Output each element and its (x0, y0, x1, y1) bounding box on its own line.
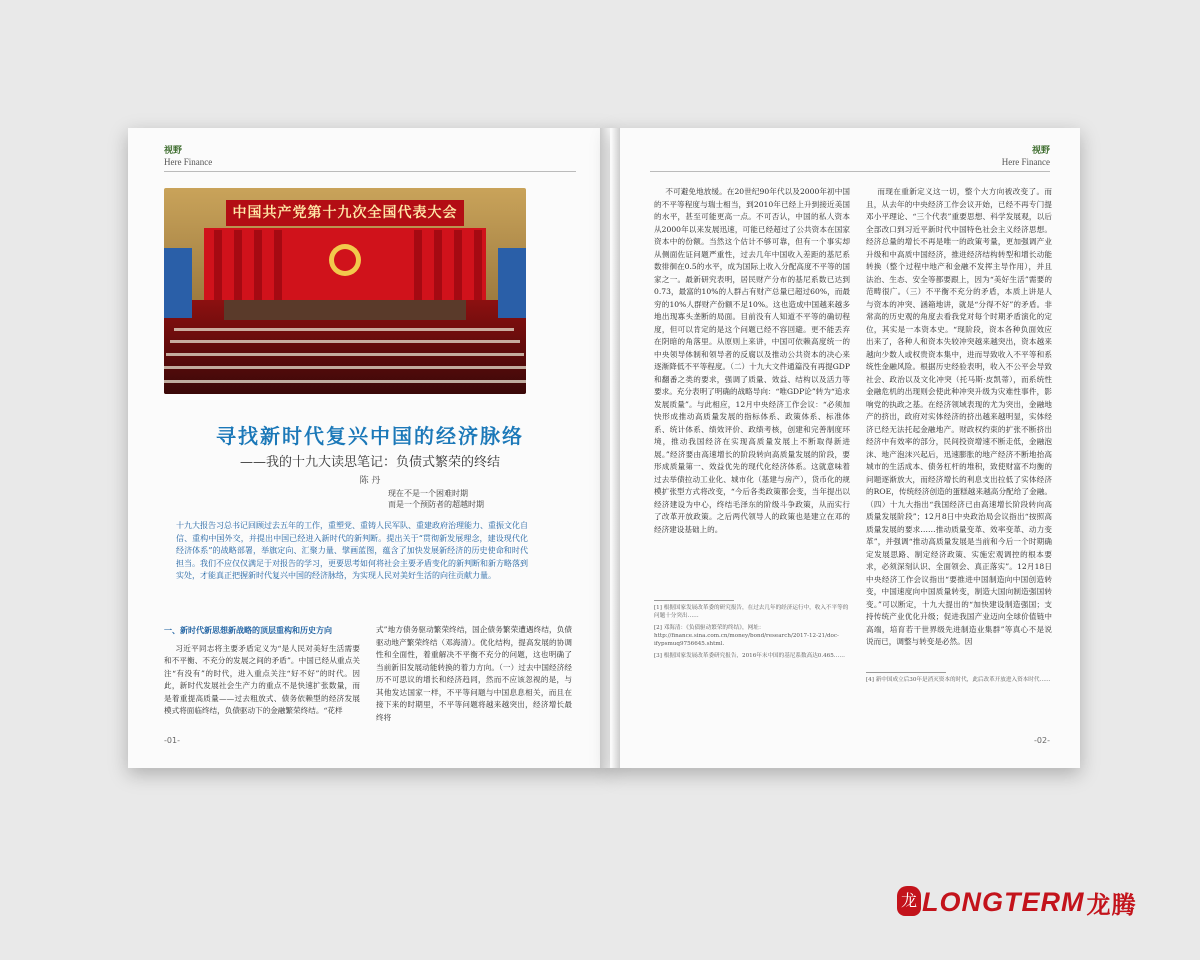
longterm-seal-logo: 龙 (897, 886, 921, 916)
longterm-logo (922, 886, 1137, 919)
right-running-head (1002, 146, 1050, 168)
article-title: 寻找新时代复兴中国的经济脉络 (216, 424, 524, 448)
left-page (128, 128, 612, 768)
congress-photo (164, 188, 526, 394)
footnote-3: [3] 根据国家发展改革委研究报告，2016年末中国的基尼系数高达0.465…… (654, 653, 845, 659)
logo-text: LONGTERM (922, 886, 1085, 917)
left-running-head (164, 146, 212, 168)
epigraph-line-1: 现在不是一个困难时期 (388, 489, 468, 498)
right-page-number: -02- (1034, 736, 1050, 745)
photo-banner: 中国共产党第十九次全国代表大会 (226, 200, 464, 226)
epigraph (388, 488, 484, 510)
left-col1-body: 习近平同志将主要矛盾定义为“是人民对美好生活需要和不平衡、不充分的发展之间的矛盾”。中国已经从重点关注“有没有”的时代，进入重点关注“好不好”的时代。因此，新时代发展社会生产力的重点不是快速扩张数量，而是着重提高质量——过去粗放式、债务依赖型的经济发展模式将面临终结，负债驱动下的金融繁荣终结。“花样 (164, 643, 360, 715)
article-author: 陈 丹 (359, 476, 381, 486)
footnote-2: [2] 邓海清：《负债驱动繁荣的终结》，网址：http://finance.sina.com.cn/money/bond/research/2017-12-21/doc-ifypsmuq9756645.shtml. (654, 625, 839, 647)
epigraph-line-2: 而是一个预防者的超越时期 (388, 500, 484, 509)
right-column-1: 不可避免地放缓。在20世纪90年代以及2000年初中国的不平等程度与瑞士相当，到2010年已经上升到接近美国的水平，甚至可能更高一点。不可否认，中国的私人资本从2000年以来发展迅速，可能已经超过了公共资本在国家资本中的份额。当然这个估计不够可靠，但有一个事实却从侧面佐证问题严重性，过去几年中国收入差距的基尼系数徘徊在0.5的水平，成为国际上收入分配高度不平等的国家之一。最新研究表明，居民财产分布的基尼系数已达到0.73，最富的10%的人群占有财产总量已超过60%，而最穷的10%人群财产份额不足10%。这也造成中国越来越多地出现寡头垄断的局面。目前没有人知道不平等的确切程度，但可以肯定的是这个问题已经不容回避。更不能丢弃在阴暗的角落里。从原则上来讲，中国可依赖高度统一的中央领导体制和领导者的反腐以及推动公共资本的决心来逐渐降低不平等程度。（二）十九大文件通篇没有再提GDP和翻番之类的要求，强调了质量、效益、结构以及活力等要求。充分表明了明确的战略导向：“唯GDP论”转为“追求发展质量”。与此相应，12月中央经济工作会议：“必须加快形成推动高质量发展的指标体系、政策体系、标准体系、统计体系、绩效评价、政绩考核，创建和完善制度环境，推动我国经济在实现高质量发展上不断取得新进展。”经济要由高速增长的阶段转向高质量发展的阶段，要形成质量第一、效益优先的现代化经济体系。这就意味着过去举债拉动工业化、城市化（基建与房产），货币化的规模扩张型方式将改变，“今后各类政策都会变，当年提出以经济建设为中心，终结毛泽东的阶级斗争政策，从而实行了改革开放政策。之后两代领导人的政策也是建立在邓的经济建设基础上的。 (654, 187, 850, 534)
footnote-rule-1 (654, 600, 734, 601)
right-header-rule (650, 171, 1050, 172)
left-page-number: -01- (164, 736, 180, 745)
logo-text-cn: 龙腾 (1086, 890, 1137, 919)
footnote-4: [4] 新中国成立后30年是消灭资本的时代，此后改革开放进入资本时代…… (866, 677, 1051, 683)
right-runhead-en: Here Finance (1001, 157, 1050, 167)
right-column-2: 而现在重新定义这一切，整个大方向被改变了。而且，从去年的中央经济工作会议开始，已经不再专门提邓小平理论、“三个代表”重要思想、科学发展观，以后全部改口到习近平新时代中国特色社会主义经济思想。经济总量的增长不再是唯一的政策考量，更加强调产业升级和中高质中国经济，推进经济结构转型和增长动能转换（整个过程中地产和金融不发挥主导作用），并且法治、生态、安全等都要跟上，因为“美好生活”需要的范畴很广。（三）不平衡不充分的矛盾，本质上讲是人与资本的冲突、涵箱地讲，就是“分得不好”的矛盾。非常高的历史观的角度去看我党对每个时期矛盾演化的定位，其实是一本资本史。“现阶段，资本各种负面效应出来了，各种人和资本失较冲突越来越突出，资本越来越向少数人或权贵资本集中，进而导致收入不平等和系统性金融风险。根据历史经验表明，收入不公平会导致社会、政治以及文化冲突（托马斯·皮凯蒂），而系统性金融危机的出现则会使此种冲突升级为灾难性事件，影响党的执政之基。在经济领域表现的尤为突出，金融地产的挤出，政府对实体经济的挤出越来越明显，实体经济已经无法托起金融地产。财政权约束的扩张不断挤出经济中有效率的部分，民间投资增速不断走低，金融泡沫、地产泡沫兴起后，迅速膨胀的地产经济不断地抬高城市的生活成本、债务杠杆的堆积，致使财富不均衡的问题逐渐放大，而经济增长的利息支出拉低了实体经济的ROE，传统经济创造的蛋糕越来越高分配给了金融。（四）十九大指出“我国经济已由高速增长阶段转向高质量发展阶段”；12月8日中央政治局会议指出“按照高质量发展的要求……推动质量变革、效率变革、动力变革”，并强调“推动高质量发展是当前和今后一个时期确定发展思路、制定经济政策、实施宏观调控的根本要求，必须深刻认识、全面领会、真正落实”。12月18日中央经济工作会议指出“要推进中国制造向中国创造转变，中国速度向中国质量转变，制造大国向制造强国转变。”可以断定，十九大提出的“加快建设制造强国；支持传统产业优化升级；促进我国产业迈向全球价值链中高端，培育若干世界级先进制造业集群”等真心不是说说而已，调整与转变是必然。因 (866, 187, 1052, 646)
right-runhead-cn: 视野 (1031, 146, 1050, 156)
lead-paragraph: 十九大报告习总书记回顾过去五年的工作，重塑党、重铸人民军队、重建政府治理能力、重振文化自信、重构中国外交，并提出中国已经进入新时代的新判断。提出关于“贯彻新发展理念，建设现代化经济体系”的战略部署，举旗定向、汇聚力量、擘画蓝图，蕴含了加快发展新经济的历史使命和时代担当。我们不应仅仅满足于对报告的学习，更要思考如何将社会主要矛盾变化的新判断和新方略落到实处，才能真正把握新时代复兴中国的经济脉络，为实现人民对美好生活的向往贡献力量。 (176, 521, 528, 580)
footnotes-column-1 (654, 604, 850, 660)
footnote-rule-2 (866, 672, 946, 673)
footnote-1: [1] 根据国家发展改革委的研究报告，在过去几年的经济运行中，收入不平等的问题十分突出…… (654, 605, 849, 619)
section-heading: 一、新时代新思想新战略的顶层重构和历史方向 (164, 625, 332, 635)
article-subtitle: ——我的十九大读思笔记：负债式繁荣的终结 (239, 455, 500, 470)
left-column-1 (164, 624, 360, 734)
left-column-2: 式”地方债务驱动繁荣终结，国企债务繁荣遭遇终结，负债驱动地产繁荣终结（邓海清）。优化结构，提高发展的协调性和全面性，着重解决不平衡不充分的问题，这也明确了当前新旧发展动能转换的着力方向。（一）过去中国经济经历不可思议的增长和经济趋同，然而不应该忽视的是，与其他发达国家一样，不平等问题与中国息息相关，而且在接下来的时期里，不平等问题将越来越突出，经济增长最终将 (376, 625, 572, 722)
left-runhead-cn: 视野 (164, 146, 183, 156)
left-header-rule (164, 171, 576, 172)
left-runhead-en: Here Finance (164, 157, 213, 167)
right-page (610, 128, 1080, 768)
